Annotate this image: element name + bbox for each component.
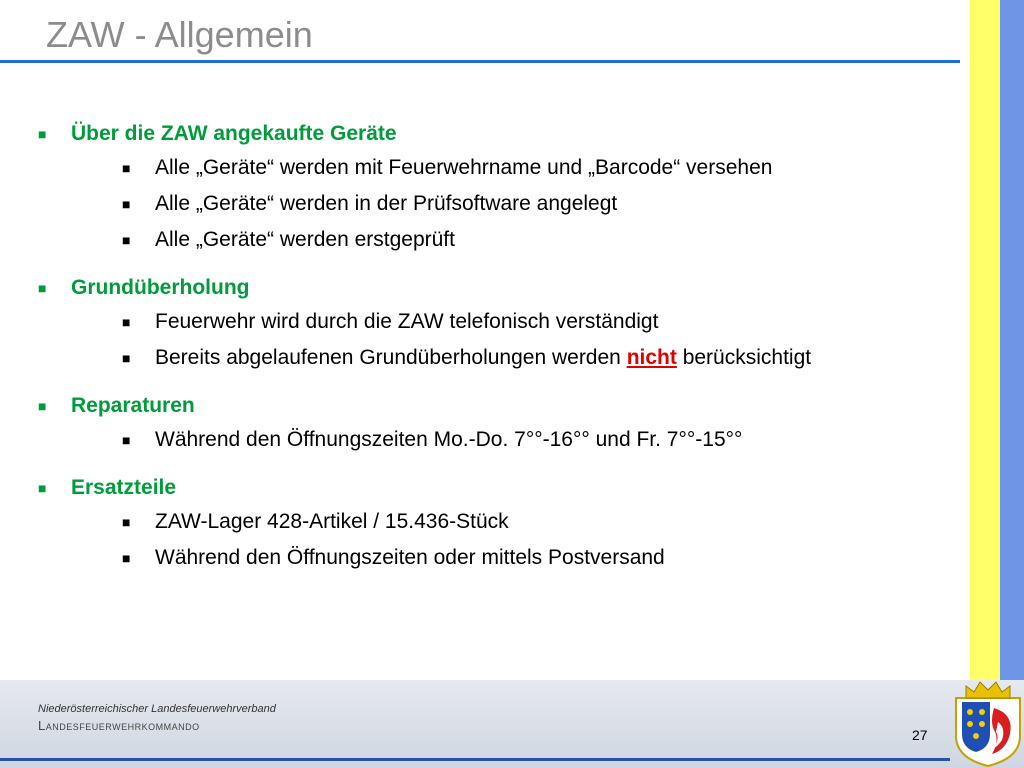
square-bullet-icon: ■ — [38, 398, 47, 414]
side-stripe-blue — [1000, 0, 1024, 768]
footer-department: Landesfeuerwehrkommando — [38, 718, 200, 733]
list-item — [38, 222, 968, 258]
list-item — [38, 304, 968, 340]
list-item — [38, 340, 968, 376]
section-heading-4 — [38, 472, 968, 504]
square-bullet-icon: ■ — [122, 314, 131, 330]
title-underline — [0, 60, 960, 63]
footer-organization: Niederösterreichischer Landesfeuerwehrverband — [38, 703, 276, 715]
section-heading-text: Über die ZAW angekaufte Geräte — [71, 122, 397, 145]
list-item — [38, 150, 968, 186]
section-heading-text: Grundüberholung — [71, 276, 250, 299]
square-bullet-icon: ■ — [122, 196, 131, 212]
list-item-text: ZAW-Lager 428-Artikel / 15.436-Stück — [155, 510, 509, 533]
list-item-text: Alle „Geräte“ werden in der Prüfsoftware angelegt — [155, 192, 618, 215]
square-bullet-icon: ■ — [122, 350, 131, 366]
list-item-text — [155, 340, 811, 376]
square-bullet-icon: ■ — [38, 126, 47, 142]
list-item — [38, 504, 968, 540]
section-heading-2 — [38, 272, 968, 304]
page-number: 27 — [912, 727, 928, 743]
square-bullet-icon: ■ — [38, 280, 47, 296]
coat-of-arms-icon — [950, 678, 1024, 768]
section-heading-text: Reparaturen — [71, 394, 195, 417]
square-bullet-icon: ■ — [38, 480, 47, 496]
list-item-text: Feuerwehr wird durch die ZAW telefonisch verständigt — [155, 310, 659, 333]
section-heading-1 — [38, 118, 968, 150]
list-item-text: Alle „Geräte“ werden erstgeprüft — [155, 228, 455, 251]
section-heading-text: Ersatzteile — [71, 476, 177, 499]
list-item-text: Während den Öffnungszeiten Mo.-Do. 7°°-16°° und Fr. 7°°-15°° — [155, 428, 743, 451]
side-stripe-yellow — [970, 0, 1000, 768]
slide-title: ZAW - Allgemein — [46, 14, 313, 55]
square-bullet-icon: ■ — [122, 432, 131, 448]
list-item — [38, 422, 968, 458]
square-bullet-icon: ■ — [122, 550, 131, 566]
list-item-text: Alle „Geräte“ werden mit Feuerwehrname und „Barcode“ versehen — [155, 156, 773, 179]
list-item-text-after: berücksichtigt — [676, 346, 812, 369]
bullet-list — [38, 118, 968, 576]
square-bullet-icon: ■ — [122, 232, 131, 248]
square-bullet-icon: ■ — [122, 160, 131, 176]
emphasis-nicht: nicht — [626, 346, 677, 369]
list-item-text-before: Bereits abgelaufenen Grundüberholungen werden — [155, 346, 627, 369]
list-item — [38, 186, 968, 222]
square-bullet-icon: ■ — [122, 514, 131, 530]
list-item — [38, 540, 968, 576]
section-heading-3 — [38, 390, 968, 422]
list-item-text: Während den Öffnungszeiten oder mittels Postversand — [155, 546, 665, 569]
footer-underline — [0, 758, 950, 761]
